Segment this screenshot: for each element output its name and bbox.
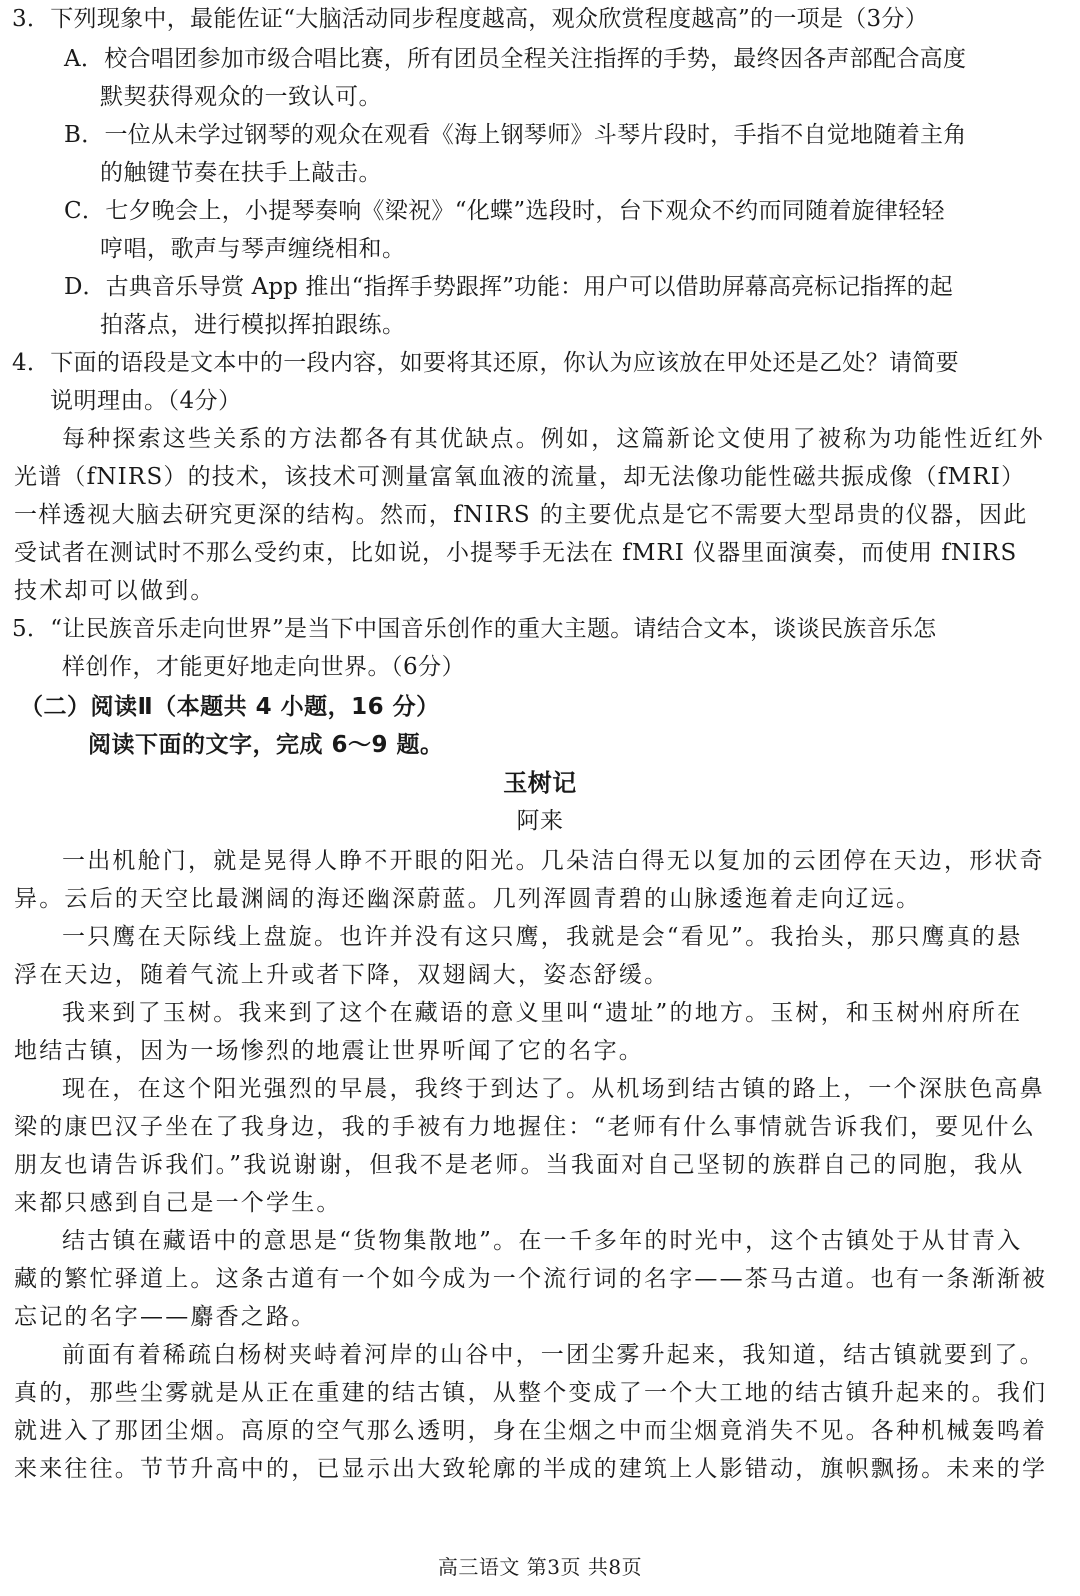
article-line: 结古镇在藏语中的意思是“货物集散地”。在一千多年的时光中，这个古镇处于从甘青入: [62, 1228, 1023, 1254]
section-instruction: 阅读下面的文字，完成 6～9 题。: [88, 732, 444, 758]
article-line: 梁的康巴汉子坐在了我身边，我的手被有力地握住：“老师有什么事情就告诉我们，要见什么: [14, 1114, 1036, 1140]
q4-stem-line1: 4．下面的语段是文本中的一段内容，如要将其还原，你认为应该放在甲处还是乙处？请简要: [12, 350, 959, 376]
q5-stem-line2: 样创作，才能更好地走向世界。（6分）: [62, 654, 466, 680]
article-title: 玉树记: [503, 769, 577, 797]
article-line: 藏的繁忙驿道上。这条古道有一个如今成为一个流行词的名字——茶马古道。也有一条渐渐被: [14, 1266, 1048, 1292]
article-line: 一只鹰在天际线上盘旋。也许并没有这只鹰，我就是会“看见”。我抬头，那只鹰真的悬: [62, 924, 1023, 950]
q3-option-b-line1: B．一位从未学过钢琴的观众在观看《海上钢琴师》斗琴片段时，手指不自觉地随着主角: [64, 122, 967, 148]
article-line: 真的，那些尘雾就是从正在重建的结古镇，从整个变成了一个大工地的结古镇升起来的。我们: [14, 1380, 1048, 1406]
q4-passage-line: 光谱（fNIRS）的技术，该技术可测量富氧血液的流量，却无法像功能性磁共振成像（fMRI）: [14, 464, 1026, 490]
page-footer: 高三语文 第3页 共8页: [437, 1555, 643, 1579]
article-line: 我来到了玉树。我来到了这个在藏语的意义里叫“遗址”的地方。玉树，和玉树州府所在: [62, 1000, 1023, 1026]
article-line: 一出机舱门，就是晃得人睁不开眼的阳光。几朵洁白得无以复加的云团停在天边，形状奇: [62, 848, 1045, 874]
article-line: 地结古镇，因为一场惨烈的地震让世界听闻了它的名字。: [14, 1038, 644, 1064]
section-heading: （二）阅读Ⅱ（本题共 4 小题，16 分）: [20, 694, 440, 720]
q3-option-a-line1: A．校合唱团参加市级合唱比赛，所有团员全程关注指挥的手势，最终因各声部配合高度: [64, 46, 967, 72]
article-line: 朋友也请告诉我们。”我说谢谢，但我不是老师。当我面对自己坚韧的族群自己的同胞，我从: [14, 1152, 1025, 1178]
q4-stem-line2: 说明理由。（4分）: [50, 388, 242, 414]
article-line: 来都只感到自己是一个学生。: [14, 1190, 342, 1216]
article-line: 来来往往。节节升高中的，已显示出大致轮廓的半成的建筑上人影错动，旗帜飘扬。未来的学: [14, 1456, 1048, 1482]
article-line: 异。云后的天空比最渊阔的海还幽深蔚蓝。几列浑圆青碧的山脉逶迤着走向辽远。: [14, 886, 922, 912]
q3-option-a-line2: 默契获得观众的一致认可。: [100, 84, 382, 110]
q4-passage-line: 受试者在测试时不那么受约束，比如说，小提琴手无法在 fMRI 仪器里面演奏，而使用 fNIRS: [14, 540, 1018, 566]
q3-option-d-line2: 拍落点，进行模拟挥拍跟练。: [100, 312, 406, 338]
article-line: 忘记的名字——麝香之路。: [14, 1304, 317, 1330]
q3-option-d-line1: D．古典音乐导赏 App 推出“指挥手势跟挥”功能：用户可以借助屏幕高亮标记指挥的起: [64, 274, 953, 300]
article-line: 就进入了那团尘烟。高原的空气那么透明，身在尘烟之中而尘烟竟消失不见。各种机械轰鸣着: [14, 1418, 1048, 1444]
q3-option-c-line2: 哼唱，歌声与琴声缠绕相和。: [100, 236, 406, 262]
q4-passage-line: 技术却可以做到。: [14, 578, 216, 604]
q4-passage-line: 一样透视大脑去研究更深的结构。然而，fNIRS 的主要优点是它不需要大型昂贵的仪器，因此: [14, 502, 1028, 528]
q3-option-c-line1: C．七夕晚会上，小提琴奏响《梁祝》“化蝶”选段时，台下观众不约而同随着旋律轻轻: [64, 198, 945, 224]
article-author: 阿来: [516, 808, 564, 834]
q3-stem: 3．下列现象中，最能佐证“大脑活动同步程度越高，观众欣赏程度越高”的一项是（3分）: [12, 6, 929, 32]
q4-passage-line: 每种探索这些关系的方法都各有其优缺点。例如，这篇新论文使用了被称为功能性近红外: [62, 426, 1045, 452]
article-line: 前面有着稀疏白杨树夹峙着河岸的山谷中，一团尘雾升起来，我知道，结古镇就要到了。: [62, 1342, 1045, 1368]
article-line: 现在，在这个阳光强烈的早晨，我终于到达了。从机场到结古镇的路上，一个深肤色高鼻: [62, 1076, 1045, 1102]
q5-stem-line1: 5．“让民族音乐走向世界”是当下中国音乐创作的重大主题。请结合文本，谈谈民族音乐怎: [12, 616, 937, 642]
article-line: 浮在天边，随着气流上升或者下降，双翅阔大，姿态舒缓。: [14, 962, 670, 988]
q3-option-b-line2: 的触键节奏在扶手上敲击。: [100, 160, 382, 186]
